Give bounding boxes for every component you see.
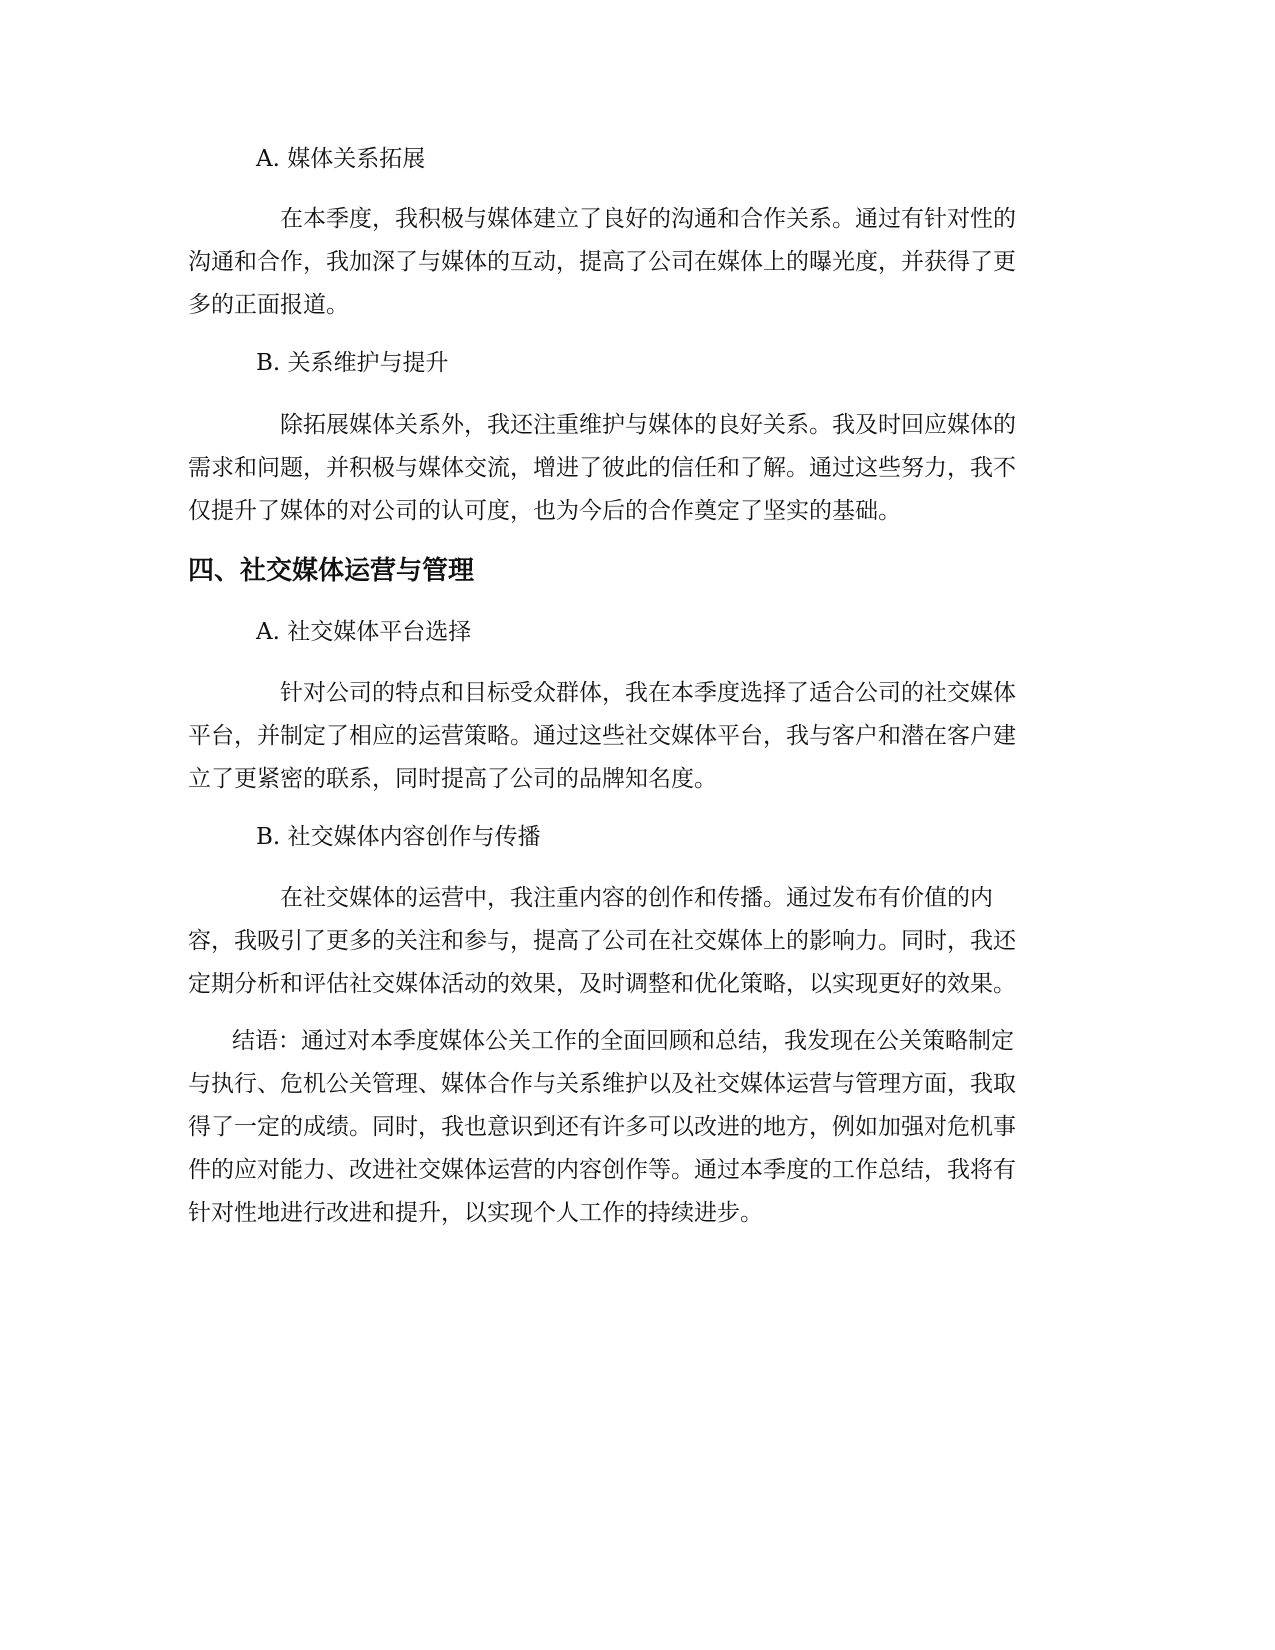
subsection-title-content-creation: B. 社交媒体内容创作与传播 <box>256 824 541 850</box>
paragraph-line: 仅提升了媒体的对公司的认可度，也为今后的合作奠定了坚实的基础。 <box>188 498 901 524</box>
paragraph-line: 除拓展媒体关系外，我还注重维护与媒体的良好关系。我及时回应媒体的 <box>280 412 1016 438</box>
paragraph-line: 平台，并制定了相应的运营策略。通过这些社交媒体平台，我与客户和潜在客户建 <box>188 723 1016 749</box>
paragraph-line: 沟通和合作，我加深了与媒体的互动，提高了公司在媒体上的曝光度，并获得了更 <box>188 249 1016 275</box>
paragraph-relationship-maintenance <box>188 404 1088 533</box>
paragraph-platform-selection <box>188 672 1088 801</box>
paragraph-media-expansion <box>188 198 1088 327</box>
paragraph-line: 在本季度，我积极与媒体建立了良好的沟通和合作关系。通过有针对性的 <box>280 206 1016 232</box>
paragraph-line: 需求和问题，并积极与媒体交流，增进了彼此的信任和了解。通过这些努力，我不 <box>188 455 1016 481</box>
paragraph-line: 定期分析和评估社交媒体活动的效果，及时调整和优化策略，以实现更好的效果。 <box>188 971 1016 997</box>
section-heading-social-media: 四、社交媒体运营与管理 <box>188 556 475 586</box>
paragraph-conclusion <box>188 1020 1088 1235</box>
paragraph-line: 立了更紧密的联系，同时提高了公司的品牌知名度。 <box>188 766 717 792</box>
subsection-title-relationship-maintenance: B. 关系维护与提升 <box>256 350 449 376</box>
subsection-title-media-expansion: A. 媒体关系拓展 <box>256 146 426 172</box>
paragraph-line: 与执行、危机公关管理、媒体合作与关系维护以及社交媒体运营与管理方面，我取 <box>188 1071 1016 1097</box>
paragraph-line: 件的应对能力、改进社交媒体运营的内容创作等。通过本季度的工作总结，我将有 <box>188 1157 1016 1183</box>
subsection-title-platform-selection: A. 社交媒体平台选择 <box>256 619 472 645</box>
paragraph-line: 多的正面报道。 <box>188 292 349 318</box>
paragraph-line: 得了一定的成绩。同时，我也意识到还有许多可以改进的地方，例如加强对危机事 <box>188 1114 1016 1140</box>
paragraph-line: 容，我吸引了更多的关注和参与，提高了公司在社交媒体上的影响力。同时，我还 <box>188 928 1016 954</box>
paragraph-line: 结语：通过对本季度媒体公关工作的全面回顾和总结，我发现在公关策略制定 <box>232 1028 1014 1054</box>
paragraph-line: 针对公司的特点和目标受众群体，我在本季度选择了适合公司的社交媒体 <box>280 680 1016 706</box>
paragraph-line: 针对性地进行改进和提升，以实现个人工作的持续进步。 <box>188 1200 763 1226</box>
paragraph-line: 在社交媒体的运营中，我注重内容的创作和传播。通过发布有价值的内 <box>280 885 993 911</box>
paragraph-content-creation <box>188 877 1088 1006</box>
